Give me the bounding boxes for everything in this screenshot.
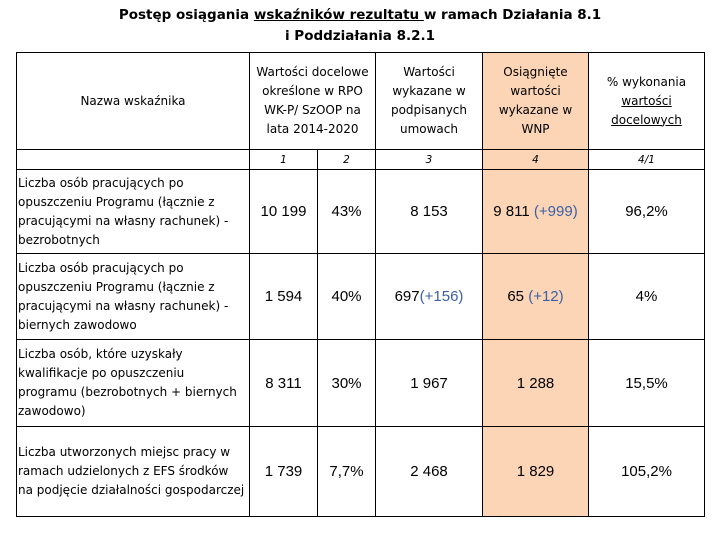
header-percent-prefix: % wykonania [606, 74, 687, 89]
table-row [17, 170, 705, 254]
contracted-number: 1 967 [410, 374, 448, 392]
page-title [0, 5, 720, 47]
header-percent [589, 53, 705, 150]
target-value: 8 311 [250, 340, 318, 427]
contracted-number: 697 [394, 288, 420, 305]
column-number: 4/1 [589, 150, 705, 170]
indicator-label: Liczba utworzonych miejsc pracy w ramach udzielonych z EFS środków na podjęcie działalności gospodarczej [17, 427, 250, 517]
column-number-empty [17, 150, 250, 170]
table-row [17, 340, 705, 427]
table-row [17, 427, 705, 517]
achieved-value [483, 340, 589, 427]
header-target: Wartości docelowe określone w RPO WK-P/ SzOOP na lata 2014-2020 [250, 53, 376, 150]
percent-value: 4% [589, 254, 705, 340]
contracted-delta: (+156) [419, 288, 464, 305]
header-name: Nazwa wskaźnika [17, 53, 250, 150]
indicator-label: Liczba osób, które uzyskały kwalifikacje po opuszczeniu programu (bezrobotnych + biernych zawodowo) [17, 340, 250, 427]
title-prefix: Postęp osiągania [118, 7, 254, 23]
column-number: 4 [483, 150, 589, 170]
contracted-value [376, 254, 483, 340]
contracted-value [376, 340, 483, 427]
title-suffix: w ramach Działania 8.1 [423, 7, 602, 23]
contracted-value [376, 427, 483, 517]
achieved-delta: (+999) [533, 203, 578, 220]
percent-value: 15,5% [589, 340, 705, 427]
achieved-value [483, 254, 589, 340]
table-row [17, 254, 705, 340]
share-value: 7,7% [318, 427, 376, 517]
contracted-number: 8 153 [410, 203, 448, 220]
target-value: 10 199 [250, 170, 318, 254]
header-contracted: Wartości wykazane w podpisanych umowach [376, 53, 483, 150]
indicators-table [16, 52, 705, 517]
contracted-value [376, 170, 483, 254]
share-value: 40% [318, 254, 376, 340]
title-line-2: i Poddziałania 8.2.1 [284, 28, 436, 44]
share-value: 43% [318, 170, 376, 254]
target-value: 1 739 [250, 427, 318, 517]
achieved-number: 65 [507, 288, 525, 305]
percent-value: 105,2% [589, 427, 705, 517]
column-number: 2 [318, 150, 376, 170]
contracted-number: 2 468 [410, 463, 448, 480]
header-percent-underlined: wartości docelowych [611, 93, 682, 127]
achieved-number: 1 829 [516, 463, 555, 480]
share-value: 30% [318, 340, 376, 427]
achieved-value [483, 170, 589, 254]
column-number: 3 [376, 150, 483, 170]
indicator-label: Liczba osób pracujących po opuszczeniu Programu (łącznie z pracującymi na własny rachunek) - bezrobotnych [17, 170, 250, 254]
header-achieved: Osiągnięte wartości wykazane w WNP [483, 53, 589, 150]
header-row [17, 53, 705, 150]
percent-value: 96,2% [589, 170, 705, 254]
achieved-number: 1 288 [516, 374, 555, 392]
indicator-label: Liczba osób pracujących po opuszczeniu Programu (łącznie z pracującymi na własny rachunek) -biernych zawodowo [17, 254, 250, 340]
achieved-number: 9 811 [493, 203, 530, 220]
column-number: 1 [250, 150, 318, 170]
achieved-value [483, 427, 589, 517]
target-value: 1 594 [250, 254, 318, 340]
title-line-1 [0, 5, 720, 26]
column-number-row [17, 150, 705, 170]
achieved-delta: (+12) [528, 288, 564, 305]
title-underlined: wskaźników rezultatu [253, 7, 424, 23]
